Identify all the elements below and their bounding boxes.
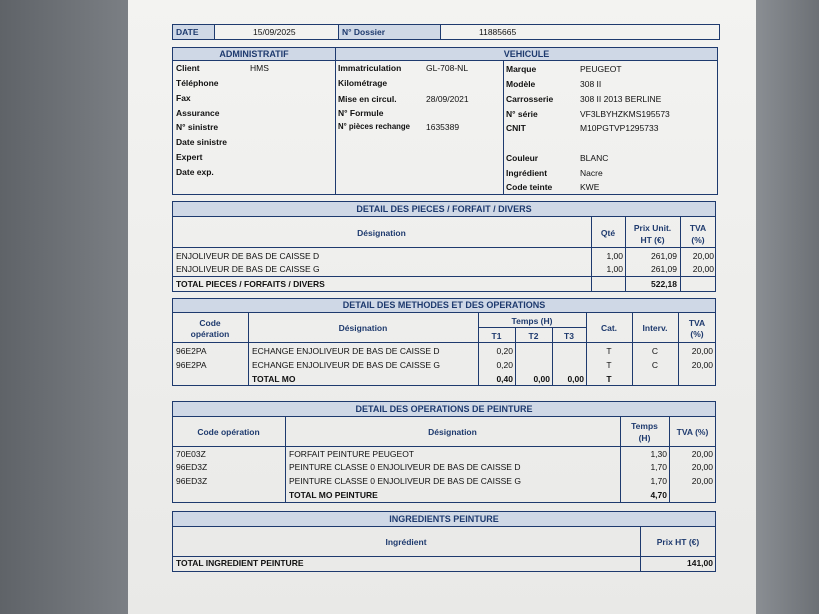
peinture-row-temps: 1,30: [650, 449, 667, 459]
pieces-row-designation: ENJOLIVEUR DE BAS DE CAISSE G: [176, 264, 320, 274]
peinture-row-designation: FORFAIT PEINTURE PEUGEOT: [289, 449, 414, 459]
peinture-col-tva: TVA (%): [676, 427, 709, 437]
carrosserie-label: Carrosserie: [506, 94, 554, 104]
methodes-col-t2: T2: [528, 331, 539, 341]
serie-label: N° série: [506, 109, 538, 119]
methodes-row-tva: 20,00: [691, 346, 713, 356]
mec-label: Mise en circul.: [338, 94, 397, 104]
serie-value: VF3LBYHZKMS195573: [580, 109, 670, 119]
modele-label: Modèle: [506, 79, 536, 89]
methodes-row-interv: C: [651, 360, 659, 370]
formule-label: N° Formule: [338, 108, 384, 118]
peinture-row-tva: 20,00: [691, 462, 713, 472]
ingredients-total-label: TOTAL INGREDIENT PEINTURE: [176, 558, 304, 568]
sinistre-label: N° sinistre: [176, 122, 219, 132]
peinture-total-label: TOTAL MO PEINTURE: [289, 490, 378, 500]
pieces-row-qte: 1,00: [606, 264, 623, 274]
methodes-total-label: TOTAL MO: [252, 374, 296, 384]
ingredient-label: Ingrédient: [506, 168, 548, 178]
methodes-row-cat: T: [606, 346, 612, 356]
date-sinistre-label: Date sinistre: [176, 137, 228, 147]
methodes-col-t3: T3: [564, 331, 574, 341]
peinture-row-code: 96ED3Z: [176, 476, 208, 486]
pieces-value: 1635389: [426, 122, 460, 132]
methodes-col-interv: Interv.: [642, 323, 668, 333]
client-label: Client: [176, 63, 200, 73]
ingredient-value: Nacre: [580, 168, 603, 178]
methodes-row-designation: ECHANGE ENJOLIVEUR DE BAS DE CAISSE G: [252, 360, 440, 370]
peinture-row-tva: 20,00: [691, 476, 713, 486]
teinte-value: KWE: [580, 182, 600, 192]
date-label: DATE: [176, 27, 199, 37]
peinture-row-temps: 1,70: [650, 462, 667, 472]
pieces-col-prix: Prix Unit.: [633, 223, 672, 233]
immat-value: GL-708-NL: [426, 63, 469, 73]
methodes-total-t3: 0,00: [567, 374, 584, 384]
couleur-label: Couleur: [506, 153, 539, 163]
pieces-col-designation: Désignation: [357, 228, 406, 238]
peinture-col-temps: Temps: [631, 421, 658, 431]
client-value: HMS: [250, 63, 269, 73]
mec-value: 28/09/2021: [426, 94, 469, 104]
methodes-total-cat: T: [606, 374, 612, 384]
methodes-col-cat: Cat.: [600, 323, 618, 333]
pieces-row-qte: 1,00: [606, 251, 623, 261]
pieces-title: DETAIL DES PIECES / FORFAIT / DIVERS: [172, 201, 716, 217]
marque-label: Marque: [506, 64, 537, 74]
pieces-row-tva: 20,00: [692, 251, 714, 261]
methodes-row-designation: ECHANGE ENJOLIVEUR DE BAS DE CAISSE D: [252, 346, 440, 356]
methodes-col-t1: T1: [491, 331, 502, 341]
telephone-label: Téléphone: [176, 78, 219, 88]
modele-value: 308 II: [580, 79, 602, 89]
methodes-col-tva2: (%): [690, 329, 704, 339]
dossier-label: N° Dossier: [342, 27, 386, 37]
pieces-row-prix: 261,09: [651, 251, 677, 261]
cnit-label: CNIT: [506, 123, 526, 133]
cnit-value: M10PGTVP1295733: [580, 123, 659, 133]
immat-label: Immatriculation: [338, 63, 402, 73]
methodes-col-code: Code: [199, 318, 221, 328]
methodes-col-code2: opération: [190, 329, 230, 339]
pieces-row-prix: 261,09: [651, 264, 677, 274]
peinture-col-temps2: (H): [638, 433, 651, 443]
methodes-row-tva: 20,00: [691, 360, 713, 370]
ingredients-total-value: 141,00: [687, 558, 713, 568]
assurance-label: Assurance: [176, 108, 220, 118]
pieces-label: N° pièces rechange: [338, 122, 411, 131]
pieces-total-value: 522,18: [651, 279, 677, 289]
peinture-col-designation: Désignation: [428, 427, 477, 437]
methodes-col-tva: TVA: [688, 318, 706, 328]
pieces-total-label: TOTAL PIECES / FORFAITS / DIVERS: [176, 279, 325, 289]
fax-label: Fax: [176, 93, 191, 103]
methodes-total-t1: 0,40: [496, 374, 513, 384]
methodes-row-code: 96E2PA: [176, 346, 207, 356]
teinte-label: Code teinte: [506, 182, 553, 192]
carrosserie-value: 308 II 2013 BERLINE: [580, 94, 662, 104]
dossier-value: 11885665: [479, 27, 517, 37]
ingredients-col-prix: Prix HT (€): [656, 537, 700, 547]
methodes-row-t1: 0,20: [496, 360, 513, 370]
admin-title: ADMINISTRATIF: [172, 47, 336, 61]
methodes-col-designation: Désignation: [338, 323, 388, 333]
ingredients-col-ingredient: Ingrédient: [385, 537, 427, 547]
peinture-row-code: 70E03Z: [176, 449, 206, 459]
methodes-row-code: 96E2PA: [176, 360, 207, 370]
date-value: 15/09/2025: [253, 27, 296, 37]
methodes-row-interv: C: [651, 346, 659, 356]
peinture-total-value: 4,70: [650, 490, 667, 500]
pieces-col-qte: Qté: [600, 228, 616, 238]
methodes-row-t1: 0,20: [496, 346, 513, 356]
expert-label: Expert: [176, 152, 203, 162]
pieces-row-tva: 20,00: [692, 264, 714, 274]
vehicule-title: VEHICULE: [335, 47, 718, 61]
date-exp-label: Date exp.: [176, 167, 214, 177]
pieces-col-prix2: HT (€): [640, 235, 665, 245]
peinture-row-code: 96ED3Z: [176, 462, 208, 472]
peinture-row-tva: 20,00: [691, 449, 713, 459]
km-label: Kilométrage: [338, 78, 388, 88]
background-left: [0, 0, 128, 614]
methodes-row-cat: T: [606, 360, 612, 370]
background-right: [756, 0, 819, 614]
peinture-row-designation: PEINTURE CLASSE 0 ENJOLIVEUR DE BAS DE CAISSE G: [289, 476, 521, 486]
peinture-title: DETAIL DES OPERATIONS DE PEINTURE: [172, 401, 716, 417]
ingredients-title: INGREDIENTS PEINTURE: [172, 511, 716, 527]
peinture-row-temps: 1,70: [650, 476, 667, 486]
marque-value: PEUGEOT: [580, 64, 622, 74]
pieces-col-tva: TVA: [689, 223, 707, 233]
methodes-col-temps: Temps (H): [511, 316, 553, 326]
pieces-row-designation: ENJOLIVEUR DE BAS DE CAISSE D: [176, 251, 320, 261]
couleur-value: BLANC: [580, 153, 609, 163]
peinture-row-designation: PEINTURE CLASSE 0 ENJOLIVEUR DE BAS DE CAISSE D: [289, 462, 521, 472]
peinture-col-code: Code opération: [197, 427, 260, 437]
methodes-total-t2: 0,00: [533, 374, 550, 384]
methodes-title: DETAIL DES METHODES ET DES OPERATIONS: [172, 298, 716, 313]
pieces-col-tva2: (%): [691, 235, 705, 245]
